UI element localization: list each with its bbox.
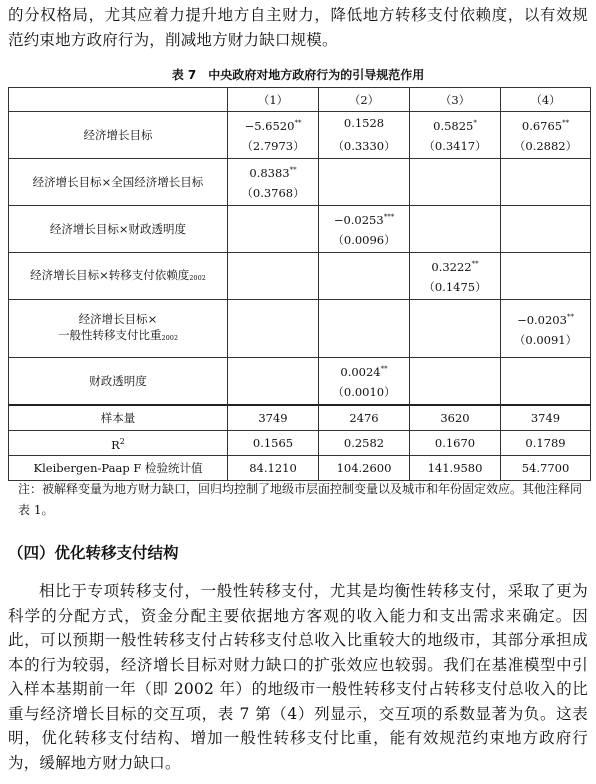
section-heading: （四）优化转移支付结构 <box>8 544 179 562</box>
coefficient-cell <box>228 159 319 206</box>
significance-stars: ** <box>471 260 479 268</box>
column-header: （2） <box>319 88 410 112</box>
standard-error: （0.0091） <box>513 332 578 347</box>
table-note: 注：被解释变量为地方财力缺口，回归均控制了地级市层面控制变量以及城市和年份固定效应。其他注释同表 1。 <box>18 482 583 517</box>
body-paragraph: 相比于专项转移支付，一般性转移支付，尤其是均衡性转移支付，采取了更为科学的分配方式，资金分配主要依据地方客观的收入能力和支出需求来确定。因此，可以预期一般性转移支付占转移支付总收入比重较大的地级市，其部分承担成本的行为较弱，经济增长目标对财力缺口的扩张效应也较弱。我们在基准模型中引入样本基期前一年（即 2002 年）的地级市一般性转移支付占转移支付总收入的比重与经济增长目标的交互项，表 7 第（4）列显示，交互项的系数显著为负。这表明，优化转移支付结构、增加一般性转移支付比重，能有效规范约束地方政府行为，缓解地方财力缺口。 <box>8 582 588 772</box>
regression-table <box>8 87 591 481</box>
column-header: （4） <box>501 88 591 112</box>
coefficient-number: 0.6765 <box>521 118 563 133</box>
statistic-label <box>9 405 228 431</box>
variable-label-line: 经济增长目标× <box>78 312 158 326</box>
coefficient-value <box>321 358 407 381</box>
standard-error: （0.0096） <box>332 233 396 247</box>
variable-label <box>9 358 228 406</box>
statistic-value: 0.1565 <box>228 431 319 456</box>
statistic-label-text: R <box>111 437 120 452</box>
table-row <box>9 159 591 206</box>
significance-stars: ** <box>562 119 570 127</box>
coefficient-cell <box>501 112 591 159</box>
statistic-value: 2476 <box>319 405 410 431</box>
coefficient-value <box>503 112 588 135</box>
standard-error: （0.0010） <box>332 385 396 399</box>
variable-label <box>9 112 228 159</box>
coefficient-cell <box>410 358 501 406</box>
significance-stars: ** <box>566 312 574 321</box>
coefficient-number: 0.8383 <box>249 165 290 180</box>
table-row <box>9 206 591 253</box>
statistic-value: 3749 <box>228 405 319 431</box>
standard-error: （0.3768） <box>241 186 305 200</box>
significance-stars: *** <box>383 213 395 221</box>
significance-stars: ** <box>294 119 302 127</box>
statistic-value: 141.9580 <box>410 456 501 481</box>
statistic-value: 104.2600 <box>319 456 410 481</box>
label-subscript: 2002 <box>161 334 179 342</box>
coefficient-number: 0.5825 <box>433 118 474 133</box>
coefficient-value <box>230 159 316 182</box>
statistic-label <box>9 456 228 481</box>
statistic-value: 0.1670 <box>410 431 501 456</box>
standard-error: （0.2882） <box>513 139 578 153</box>
coefficient-cell <box>501 206 591 253</box>
coefficient-value <box>321 206 407 229</box>
coefficient-rows <box>9 112 591 406</box>
label-subscript: 2002 <box>189 273 206 282</box>
statistics-rows <box>9 405 591 481</box>
variable-label-text: 经济增长目标×全国经济增长目标 <box>32 175 204 189</box>
coefficient-number: −0.0203 <box>517 312 567 327</box>
variable-label-text: 经济增长目标×财政透明度 <box>49 222 187 236</box>
coefficient-number: −5.6520 <box>244 118 295 133</box>
statistic-label-text: 样本量 <box>100 411 136 425</box>
coefficient-cell <box>319 253 410 300</box>
coefficient-number: 0.1528 <box>343 116 385 130</box>
table-header-row <box>9 88 591 112</box>
significance-stars: * <box>473 119 477 127</box>
statistic-label-text: Kleibergen-Paap F 检验统计值 <box>33 461 203 475</box>
coefficient-value <box>321 112 407 135</box>
statistic-value: 3749 <box>501 405 591 431</box>
variable-label <box>9 159 228 206</box>
standard-error: （0.1475） <box>423 280 487 294</box>
coefficient-value <box>412 112 498 135</box>
statistic-row <box>9 456 591 481</box>
standard-error: （0.3330） <box>332 139 396 153</box>
column-header: （1） <box>228 88 319 112</box>
variable-label-line: 一般性转移支付比重 <box>57 328 162 342</box>
statistic-row <box>9 405 591 431</box>
header-blank <box>9 88 228 112</box>
coefficient-cell <box>410 300 501 358</box>
coefficient-number: 0.0024 <box>340 364 381 379</box>
label-superscript: 2 <box>119 436 125 446</box>
variable-label <box>9 300 228 358</box>
coefficient-cell <box>319 206 410 253</box>
coefficient-cell <box>228 206 319 253</box>
variable-label-text: 经济增长目标×转移支付依赖度 <box>30 267 190 282</box>
statistic-label <box>9 431 228 456</box>
statistic-value: 0.2582 <box>319 431 410 456</box>
coefficient-cell <box>501 358 591 406</box>
coefficient-value <box>503 306 588 329</box>
statistic-value: 3620 <box>410 405 501 431</box>
statistic-value: 54.7700 <box>501 456 591 481</box>
coefficient-cell <box>319 112 410 159</box>
table-row <box>9 300 591 358</box>
statistic-row <box>9 431 591 456</box>
coefficient-cell <box>410 112 501 159</box>
coefficient-value <box>230 112 316 135</box>
table-caption: 表 7 中央政府对地方政府行为的引导规范作用 <box>171 68 425 82</box>
coefficient-cell <box>410 206 501 253</box>
variable-label <box>9 206 228 253</box>
significance-stars: ** <box>380 365 388 373</box>
table-row <box>9 112 591 159</box>
variable-label-text: 经济增长目标 <box>83 128 153 142</box>
table-row <box>9 358 591 406</box>
coefficient-number: 0.3222 <box>431 259 472 274</box>
coefficient-cell <box>228 300 319 358</box>
standard-error: （2.7973） <box>241 139 305 153</box>
variable-label-text: 财政透明度 <box>89 374 147 388</box>
statistic-value: 84.1210 <box>228 456 319 481</box>
coefficient-cell <box>410 253 501 300</box>
coefficient-value <box>412 253 498 276</box>
statistic-value: 0.1789 <box>501 431 591 456</box>
variable-label <box>9 253 228 300</box>
coefficient-cell <box>228 358 319 406</box>
coefficient-cell <box>501 159 591 206</box>
coefficient-cell <box>228 253 319 300</box>
coefficient-number: −0.0253 <box>333 212 384 227</box>
coefficient-cell <box>501 253 591 300</box>
table-row <box>9 253 591 300</box>
coefficient-cell <box>410 159 501 206</box>
significance-stars: ** <box>289 166 297 174</box>
standard-error: （0.3417） <box>423 139 487 153</box>
coefficient-cell <box>319 300 410 358</box>
coefficient-cell <box>501 300 591 358</box>
coefficient-cell <box>228 112 319 159</box>
coefficient-cell <box>319 159 410 206</box>
intro-paragraph: 的分权格局，尤其应着力提升地方自主财力，降低地方转移支付依赖度，以有效规范约束地方政府行为，削减地方财力缺口规模。 <box>8 6 588 49</box>
coefficient-cell <box>319 358 410 406</box>
column-header: （3） <box>410 88 501 112</box>
